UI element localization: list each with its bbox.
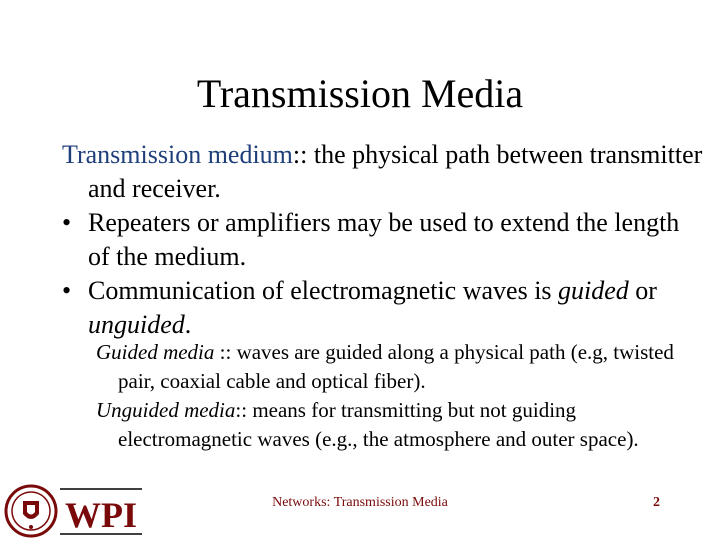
bullet-marker: • [62, 208, 72, 237]
guided-media-item: Guided media :: waves are guided along a physical path (e.g, twisted pair, coaxial cable and optical fiber). [96, 340, 674, 393]
definition-text: :: the physical path between transmitter and receiver. [88, 140, 703, 203]
bullet-marker: • [62, 276, 72, 305]
wpi-logo-icon [60, 486, 142, 538]
definition-term: Transmission medium [62, 140, 293, 169]
bullet-communication: Communication of electromagnetic waves is guided or unguided. [88, 276, 657, 339]
footer-title: Networks: Transmission Media [272, 495, 448, 510]
guided-word: guided [558, 276, 629, 305]
slide-title: Transmission Media [196, 71, 524, 116]
unguided-media-item: Unguided media:: means for transmitting but not guiding electromagnetic waves (e.g., the atmosphere and outer space). [96, 398, 639, 451]
unguided-word: unguided [88, 310, 185, 339]
definition-line [62, 138, 720, 206]
unguided-media-term: Unguided media [96, 398, 236, 422]
guided-media-term: Guided media [96, 340, 215, 364]
wpi-seal-icon [4, 484, 58, 538]
wpi-logo-text: WPI [65, 495, 137, 535]
bullet-repeaters: Repeaters or amplifiers may be used to extend the length of the medium. [88, 208, 680, 271]
page-number: 2 [653, 495, 660, 510]
